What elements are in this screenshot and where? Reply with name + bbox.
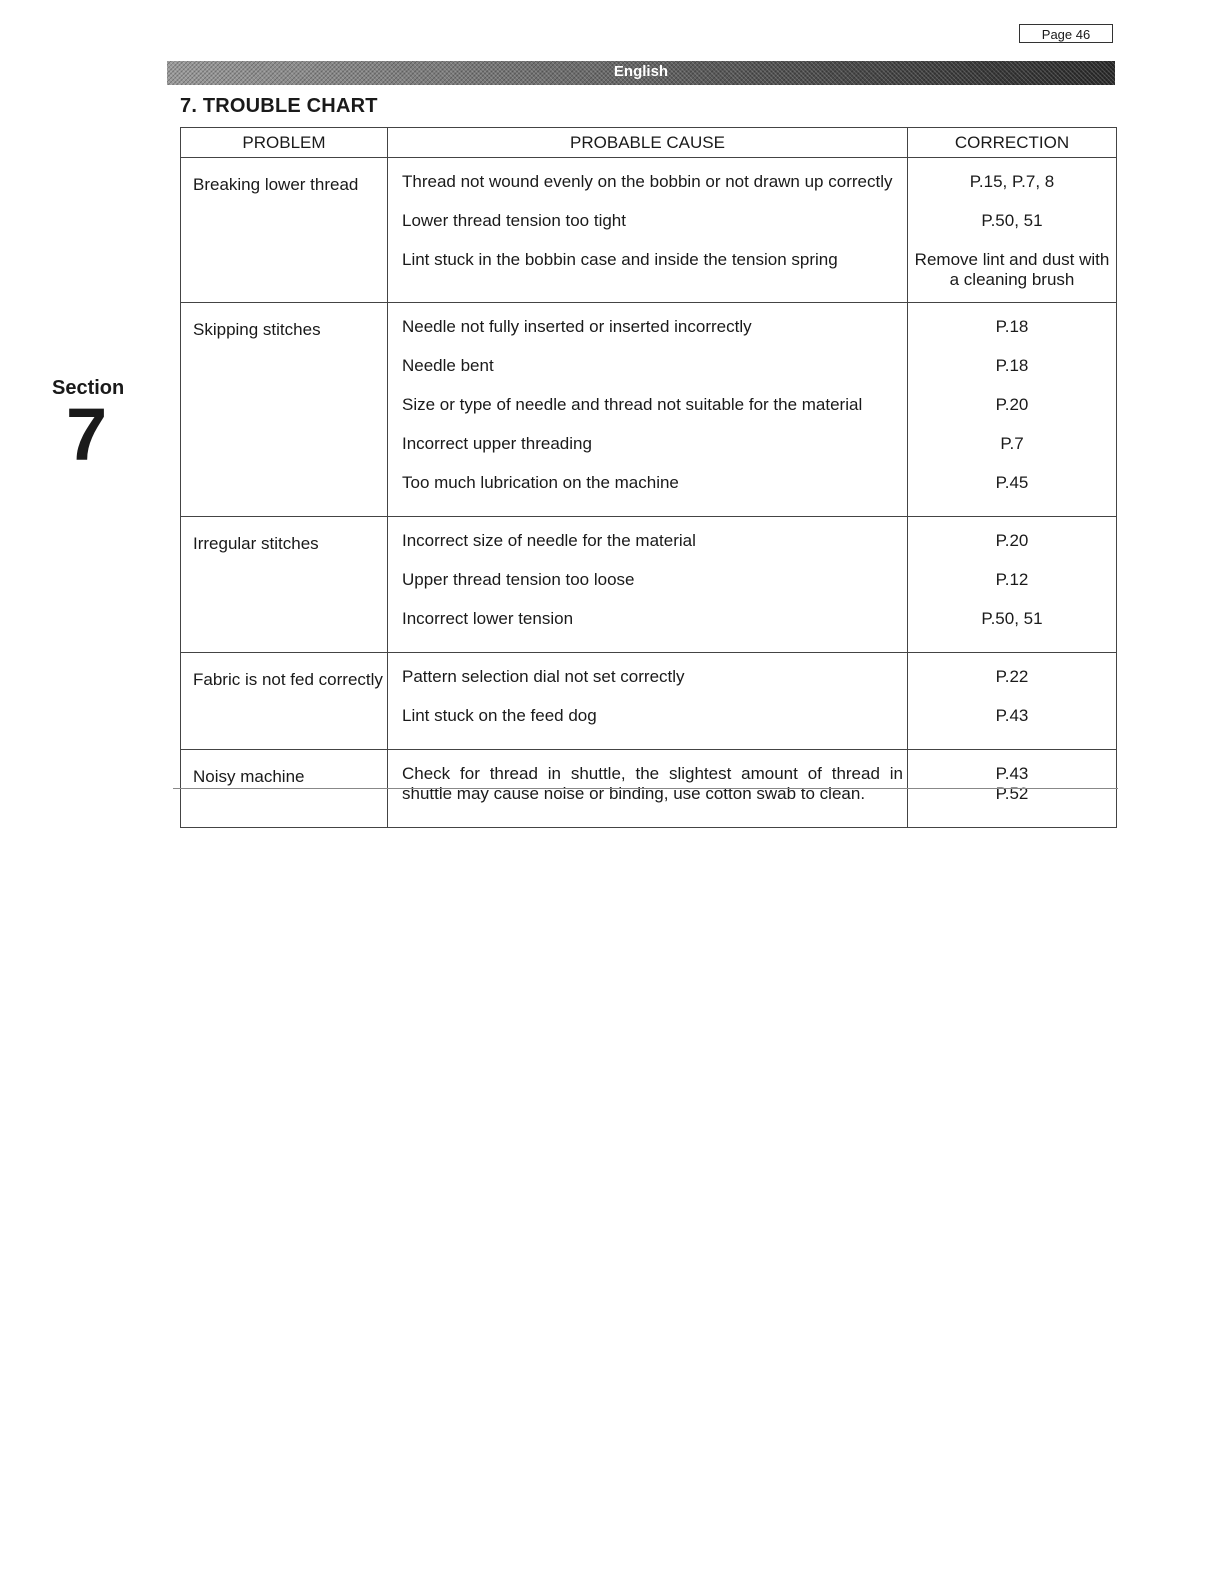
table-row (181, 653, 1117, 750)
cause-cell (388, 303, 908, 517)
correction-item: P.52 (995, 784, 1029, 803)
correction-item: P.20 (995, 531, 1029, 550)
language-banner (167, 61, 1115, 85)
section-tab-number: 7 (66, 393, 108, 476)
problem-cell: Fabric is not fed correctly (181, 653, 388, 750)
bottom-divider (173, 788, 1118, 789)
correction-cell (908, 303, 1117, 517)
correction-item: P.50, 51 (981, 609, 1043, 628)
cause-item: Size or type of needle and thread not suitable for the material (402, 395, 863, 414)
header-probable-cause: PROBABLE CAUSE (388, 128, 908, 158)
header-correction: CORRECTION (908, 128, 1117, 158)
cause-item: Incorrect size of needle for the material (402, 531, 696, 550)
problem-cell: Noisy machine (181, 750, 388, 828)
page-number-box: Page 46 (1019, 24, 1113, 43)
correction-item: P.12 (995, 570, 1029, 589)
section-title: 7. TROUBLE CHART (180, 95, 378, 117)
cause-item: Incorrect upper threading (402, 434, 592, 453)
problem-cell: Breaking lower thread (181, 158, 388, 303)
table-row (181, 303, 1117, 517)
problem-cell: Skipping stitches (181, 303, 388, 517)
correction-item: P.43 (995, 764, 1029, 783)
trouble-chart-table (180, 127, 1117, 828)
cause-item: Lint stuck on the feed dog (402, 706, 597, 725)
correction-item: P.18 (995, 317, 1029, 336)
cause-cell (388, 517, 908, 653)
correction-item: P.7 (1000, 434, 1024, 453)
cause-item: Pattern selection dial not set correctly (402, 667, 685, 686)
cause-item: Needle not fully inserted or inserted incorrectly (402, 317, 752, 336)
section-tab-label: Section (52, 377, 125, 399)
cause-item: Lint stuck in the bobbin case and inside the tension spring (402, 250, 838, 269)
table-row (181, 517, 1117, 653)
cause-item: Check for thread in shuttle, the slightest amount of thread in shuttle may cause noise or binding, use cotton swab to clean. (402, 764, 903, 803)
correction-item: P.20 (995, 395, 1029, 414)
correction-item: P.18 (995, 356, 1029, 375)
problem-cell: Irregular stitches (181, 517, 388, 653)
correction-item: P.22 (995, 667, 1029, 686)
cause-item: Incorrect lower tension (402, 609, 574, 628)
correction-item: P.43 (995, 706, 1029, 725)
table-row (181, 158, 1117, 303)
correction-cell (908, 158, 1117, 303)
language-label: English (613, 63, 669, 80)
cause-cell (388, 158, 908, 303)
correction-item: P.45 (995, 473, 1029, 492)
cause-item: Upper thread tension too loose (402, 570, 635, 589)
cause-item: Thread not wound evenly on the bobbin or not drawn up correctly (402, 172, 893, 191)
correction-cell (908, 653, 1117, 750)
table-header-row (181, 128, 1117, 158)
cause-item: Lower thread tension too tight (402, 211, 626, 230)
cause-item: Needle bent (402, 356, 494, 375)
correction-item: Remove lint and dust with a cleaning brush (914, 250, 1110, 289)
correction-item: P.50, 51 (981, 211, 1043, 230)
correction-cell (908, 517, 1117, 653)
correction-item: P.15, P.7, 8 (969, 172, 1055, 191)
cause-item: Too much lubrication on the machine (402, 473, 679, 492)
cause-cell (388, 653, 908, 750)
header-problem: PROBLEM (181, 128, 388, 158)
